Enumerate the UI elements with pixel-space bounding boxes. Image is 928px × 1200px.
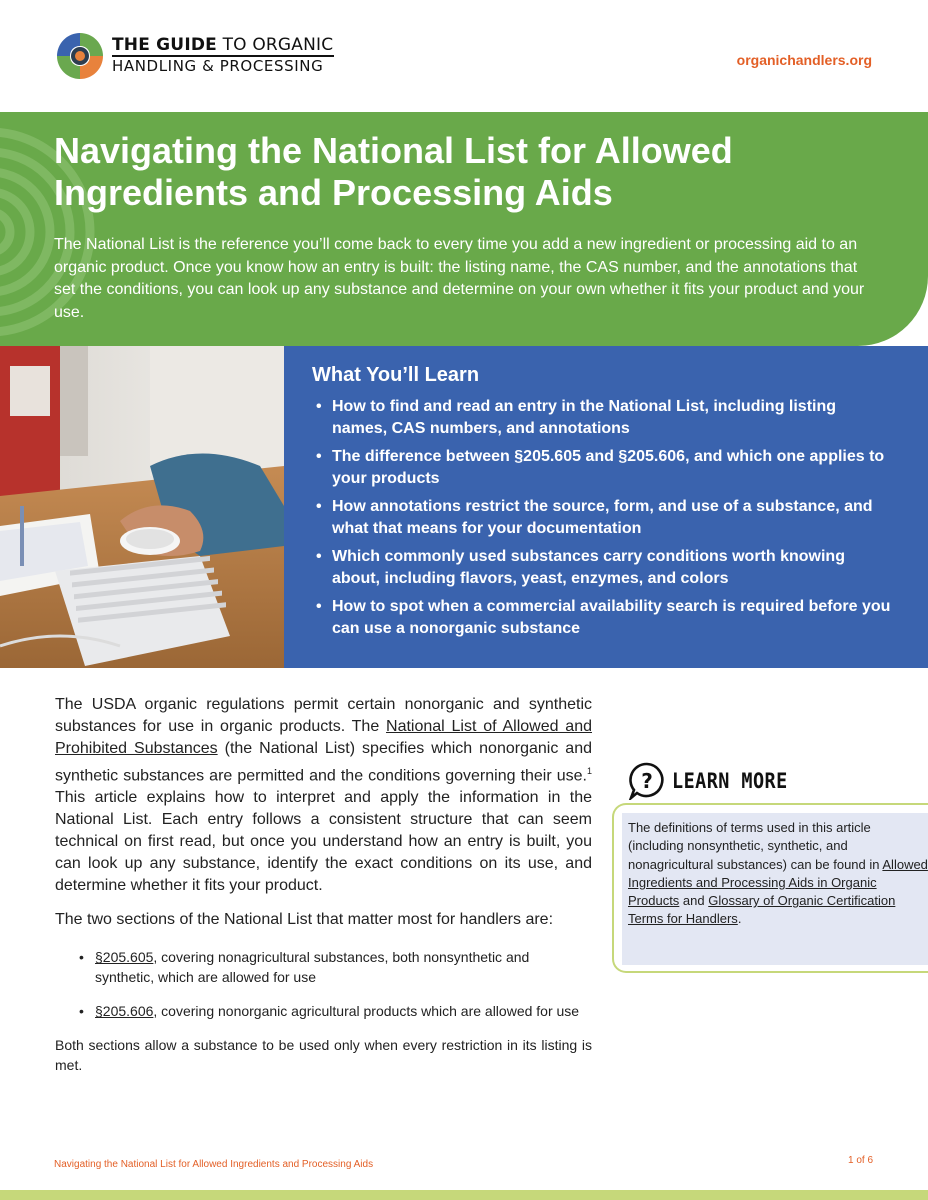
page-header xyxy=(0,0,928,112)
list-item: • How to spot when a commercial availability search is required before you can use a nonorganic substance xyxy=(314,596,894,640)
keyboard-photo xyxy=(0,346,284,668)
body-text: The USDA organic regulations permit certain nonorganic and synthetic substances for use in organic products. The xyxy=(55,696,592,735)
page-title-line2: Ingredients and Processing Aids xyxy=(54,172,613,213)
body-paragraph: The two sections of the National List that matter most for handlers are: xyxy=(55,911,554,929)
logo-line1-rest: TO ORGANIC xyxy=(216,35,334,55)
learn-more-text: The definitions of terms used in this article (including nonsynthetic, synthetic, and nonagricultural substances) can be found in xyxy=(628,820,883,872)
logo-wordmark xyxy=(112,36,334,74)
footnote-marker: 1 xyxy=(586,766,592,776)
closing-paragraph: Both sections allow a substance to be used only when every restriction in its listing is met. xyxy=(55,1037,592,1074)
list-item: • How annotations restrict the source, form, and use of a substance, and what that means for your documentation xyxy=(314,496,894,540)
learn-more-label: LEARN MORE xyxy=(672,769,788,793)
learn-more-box xyxy=(612,803,928,973)
learn-more-header xyxy=(628,762,888,802)
page-title xyxy=(54,130,874,214)
section-606-link[interactable]: §205.606 xyxy=(95,1003,154,1020)
list-item-text: , covering nonagricultural substances, both nonsynthetic and synthetic, which are allowed for use xyxy=(95,949,530,986)
learning-objectives-title: What You’ll Learn xyxy=(312,364,480,386)
article-body xyxy=(55,694,592,1075)
learning-objectives-box xyxy=(284,346,928,668)
photo-illustration-icon xyxy=(0,346,284,668)
footer-title: Navigating the National List for Allowed Ingredients and Processing Aids xyxy=(54,1159,374,1170)
learn-more-content xyxy=(622,813,928,965)
page-number: 1 of 6 xyxy=(848,1155,874,1166)
list-item xyxy=(55,947,592,987)
site-url-link[interactable]: organichandlers.org xyxy=(736,52,872,68)
section-605-link[interactable]: §205.605 xyxy=(95,949,154,966)
list-item-text: , covering nonorganic agricultural products which are allowed for use xyxy=(153,1003,580,1020)
allowed-ingredients-link[interactable]: Allowed Ingredients and Processing Aids in Organic Products xyxy=(628,856,928,909)
national-list-link[interactable]: National List of Allowed and Prohibited Substances xyxy=(55,718,592,757)
list-item: • The difference between §205.605 and §205.606, and which one applies to your products xyxy=(314,446,894,490)
logo-line2: HANDLING & PROCESSING xyxy=(112,57,324,75)
hero-banner xyxy=(0,112,928,346)
list-item xyxy=(55,1001,592,1021)
body-text: (the National List) specifies which nonorganic and synthetic substances are permitted and the conditions governing their use. xyxy=(55,740,592,785)
guide-logo-icon xyxy=(56,32,104,80)
intro-paragraph: The National List is the reference you’ll come back to every time you add a new ingredient or processing aid to an organic product. Once you know how an entry is built: the listing name, the CAS number, and the annotations that set the conditions, you can look up any substance and determine on your own whether it fits your product and your use. xyxy=(54,236,865,321)
question-bubble-icon xyxy=(628,762,666,800)
learn-more-text: . xyxy=(737,911,742,927)
sections-list xyxy=(55,947,592,1021)
learning-objectives-list xyxy=(314,396,894,646)
learn-more-text: and xyxy=(679,893,709,909)
glossary-link[interactable]: Glossary of Organic Certification Terms for Handlers xyxy=(628,893,896,927)
logo-line1-bold: THE GUIDE xyxy=(112,35,217,55)
body-text: This article explains how to interpret and apply the information in the National List. Each entry follows a consistent structure that can seem technical on first read, but once you understand how an entry is built, you can look up any substance, identify the exact conditions on its use, and determine whether it fits your product. xyxy=(55,789,592,895)
body-paragraph xyxy=(55,694,592,897)
page-title-line1: Navigating the National List for Allowed xyxy=(54,130,733,171)
list-item: • Which commonly used substances carry conditions worth knowing about, including flavors, yeast, enzymes, and colors xyxy=(314,546,894,590)
list-item: • How to find and read an entry in the National List, including listing names, CAS numbers, and annotations xyxy=(314,396,894,440)
svg-text:?: ? xyxy=(641,769,653,793)
footer-bar xyxy=(0,1190,928,1200)
